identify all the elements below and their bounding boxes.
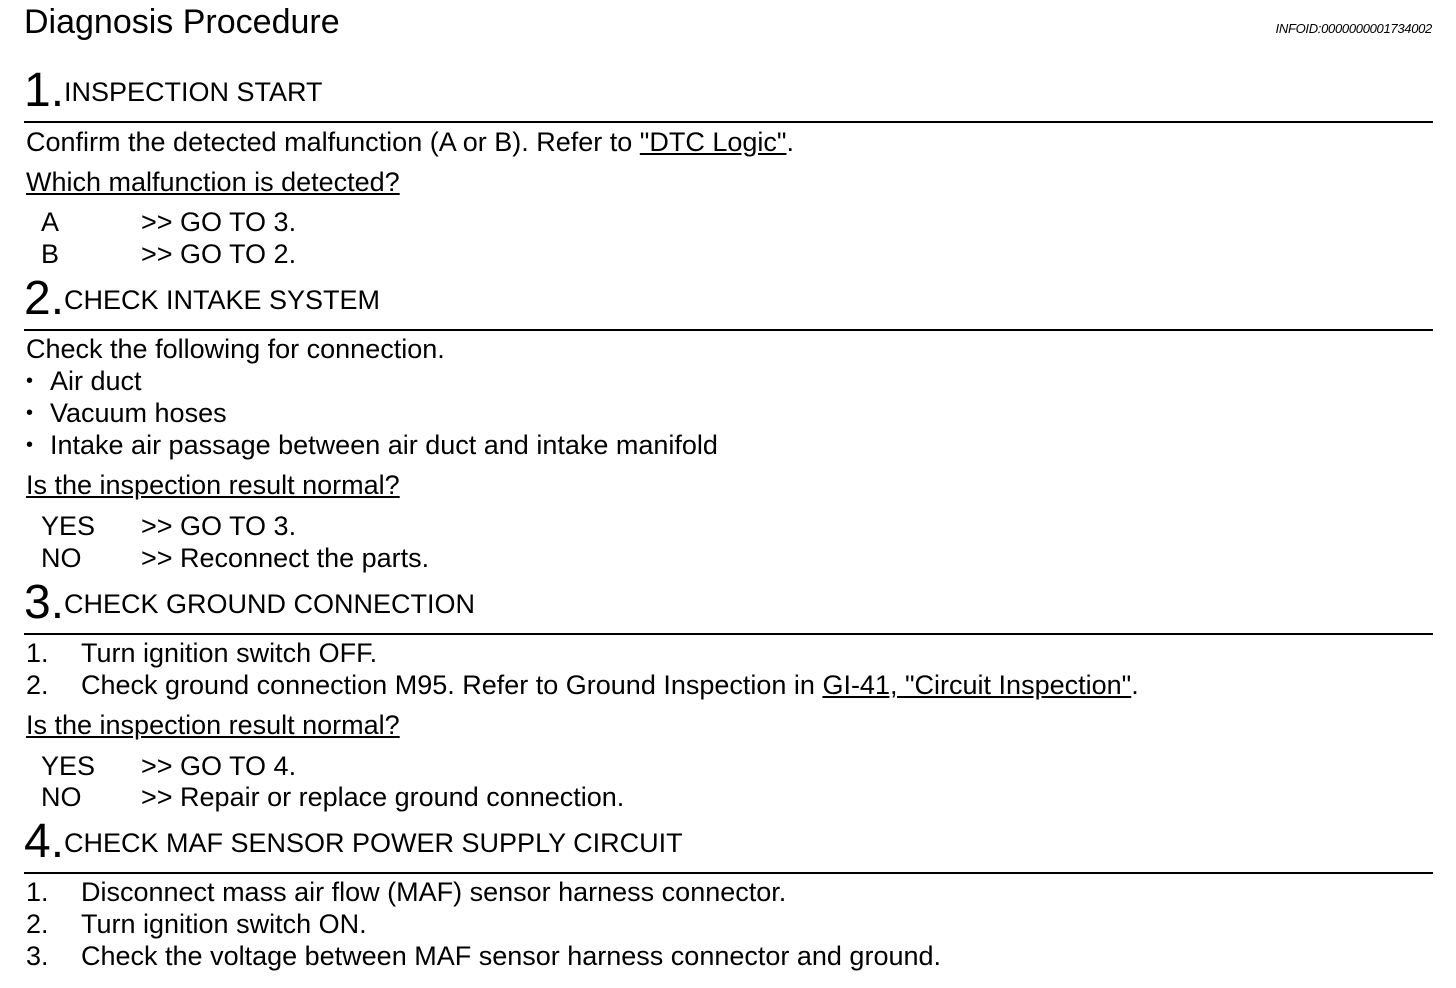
step-4-header bbox=[24, 815, 1433, 874]
item-number: 2. bbox=[26, 670, 49, 700]
circuit-inspection-link[interactable]: GI-41, "Circuit Inspection" bbox=[822, 670, 1132, 700]
step-1-header bbox=[24, 64, 1433, 123]
bullet-icon: • bbox=[26, 370, 34, 392]
answer-key: YES bbox=[41, 751, 96, 781]
dtc-logic-link[interactable]: "DTC Logic" bbox=[639, 127, 787, 157]
step-number: 1. bbox=[24, 64, 65, 117]
answer-key: NO bbox=[41, 782, 82, 812]
answer-action: >> Reconnect the parts. bbox=[141, 543, 430, 573]
bullet-icon: • bbox=[26, 402, 34, 424]
step-1-intro bbox=[26, 126, 794, 158]
page-title: Diagnosis Procedure bbox=[24, 3, 340, 41]
bullet-text: Vacuum hoses bbox=[50, 398, 227, 428]
item-text: Check the voltage between MAF sensor harness connector and ground. bbox=[81, 941, 942, 971]
answer-key: YES bbox=[41, 511, 96, 541]
item-number: 1. bbox=[26, 877, 49, 907]
item-number: 2. bbox=[26, 909, 49, 939]
step-3-question: Is the inspection result normal? bbox=[26, 710, 400, 740]
item-number: 1. bbox=[26, 638, 49, 668]
answer-action: >> GO TO 2. bbox=[141, 239, 297, 269]
item-text: Turn ignition switch OFF. bbox=[81, 638, 378, 668]
step-2-intro: Check the following for connection. bbox=[26, 334, 445, 364]
item-text: Disconnect mass air flow (MAF) sensor harness connector. bbox=[81, 877, 787, 907]
answer-action: >> Repair or replace ground connection. bbox=[141, 782, 625, 812]
item-text-suffix: . bbox=[1131, 670, 1139, 700]
step-title: CHECK GROUND CONNECTION bbox=[64, 589, 476, 619]
step-number: 3. bbox=[24, 576, 65, 629]
answer-action: >> GO TO 3. bbox=[141, 207, 297, 237]
answer-action: >> GO TO 3. bbox=[141, 511, 297, 541]
step-number: 4. bbox=[24, 815, 65, 868]
intro-suffix: . bbox=[786, 127, 795, 157]
item-number: 3. bbox=[26, 941, 49, 971]
step-1-question: Which malfunction is detected? bbox=[26, 167, 400, 197]
item-text bbox=[81, 669, 1139, 701]
answer-key: A bbox=[41, 207, 60, 237]
step-2-header bbox=[24, 272, 1433, 331]
bullet-icon: • bbox=[26, 434, 34, 456]
answer-key: NO bbox=[41, 543, 82, 573]
item-text-prefix: Check ground connection M95. Refer to Ground Inspection in bbox=[81, 670, 823, 700]
answer-key: B bbox=[41, 239, 60, 269]
bullet-text: Intake air passage between air duct and intake manifold bbox=[50, 430, 718, 460]
step-title: CHECK MAF SENSOR POWER SUPPLY CIRCUIT bbox=[64, 828, 683, 858]
info-id: INFOID:0000000001734002 bbox=[1275, 21, 1432, 36]
step-number: 2. bbox=[24, 272, 65, 325]
step-3-header bbox=[24, 576, 1433, 635]
step-2-question: Is the inspection result normal? bbox=[26, 470, 400, 500]
item-text: Turn ignition switch ON. bbox=[81, 909, 367, 939]
step-title: CHECK INTAKE SYSTEM bbox=[64, 285, 381, 315]
step-title: INSPECTION START bbox=[64, 77, 323, 107]
bullet-text: Air duct bbox=[50, 366, 142, 396]
intro-text: Confirm the detected malfunction (A or B). Refer to bbox=[26, 127, 640, 157]
answer-action: >> GO TO 4. bbox=[141, 751, 297, 781]
